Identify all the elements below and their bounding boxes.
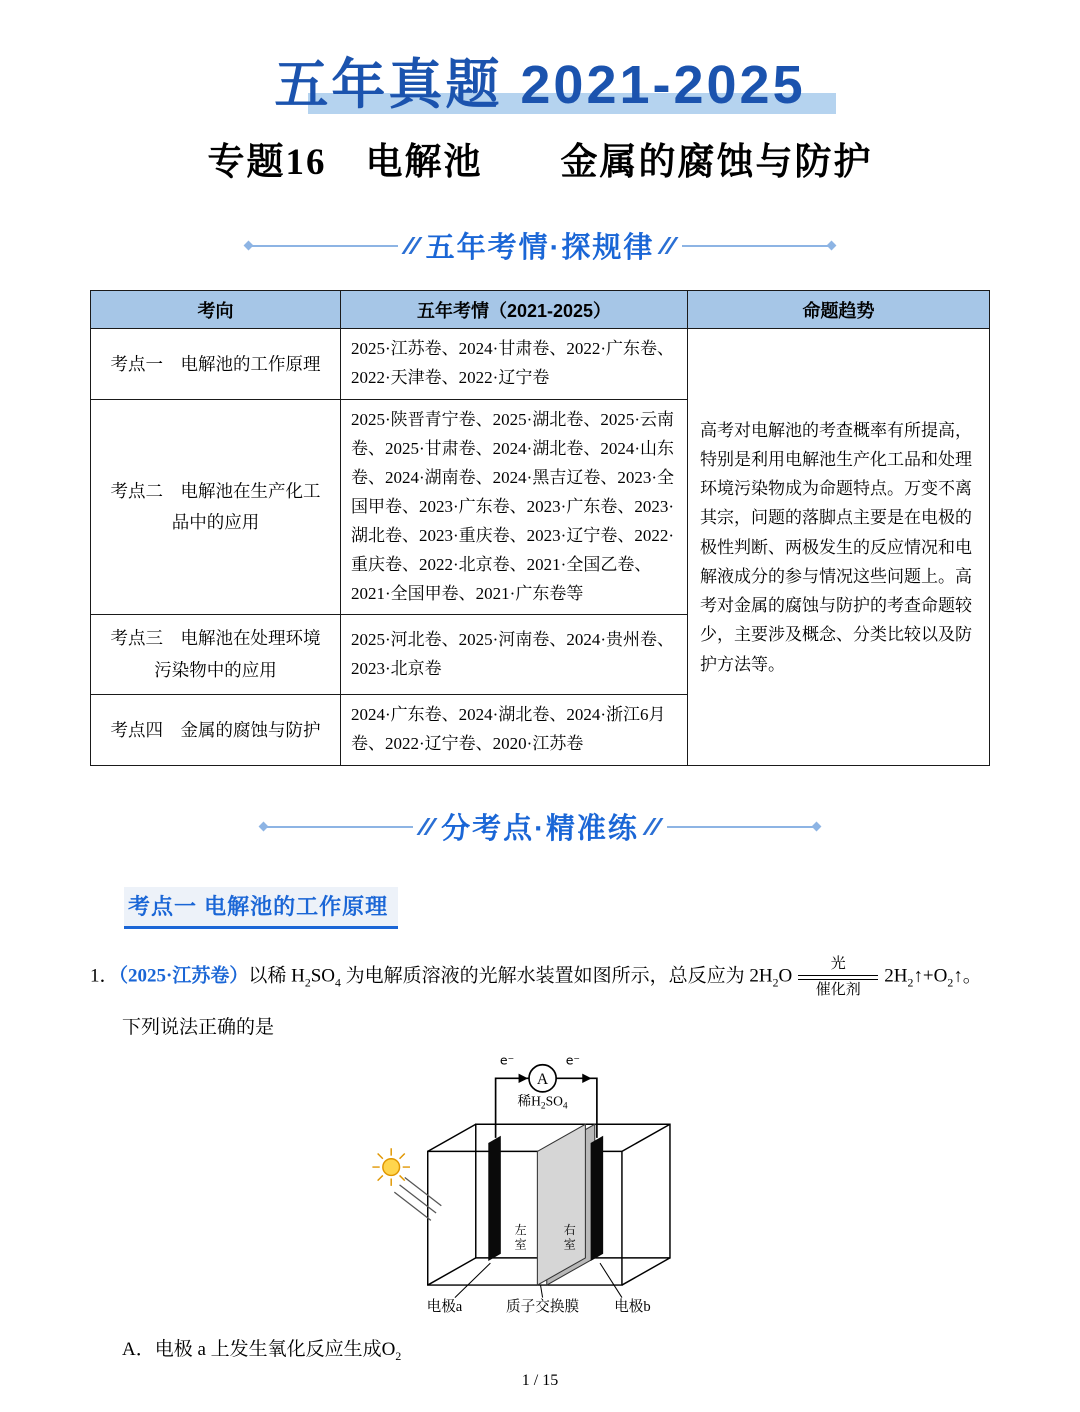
page-number: 1 / 15 <box>521 1372 559 1389</box>
slash-marks-left-icon <box>407 237 417 254</box>
membrane <box>537 1124 594 1285</box>
deco-line-right <box>667 826 815 828</box>
subscript: 2 <box>395 1349 402 1363</box>
subscript: 2 <box>772 976 779 990</box>
section-title-kaoqing: 五年考情·探规律 <box>425 232 655 265</box>
subscript: 2 <box>304 976 311 990</box>
exams-cell-2: 2025·陕晋青宁卷、2025·湖北卷、2025·云南卷、2025·甘肃卷、2024·湖北卷、2024·山东卷、2024·湖南卷、2024·黑吉辽卷、2023·全国甲卷、2023·广东卷、2023·广东卷、2023·湖北卷、2023·重庆卷、2023·辽宁卷、2022·重庆卷、2022·北京卷、2021·全国乙卷、2021·全国甲卷、2021·广东卷等 <box>341 400 688 615</box>
slash-marks-right-icon <box>663 237 673 254</box>
deco-diamond-right <box>811 821 821 831</box>
electrolysis-diagram <box>363 1047 718 1316</box>
col-header-kaoqing: 五年考情（2021-2025） <box>341 291 688 329</box>
condition-bottom: 催化剂 <box>815 981 861 998</box>
stem-seg: 为电解质溶液的光解水装置如图所示，总反应为 2H <box>340 965 773 987</box>
stem-seg: SO <box>310 965 336 987</box>
electron-arrow-right-icon <box>582 1073 591 1082</box>
room-label-left <box>514 1223 526 1252</box>
electrode-b-label: 电极b <box>613 1298 651 1315</box>
slash-marks-left-icon <box>422 818 432 835</box>
light-rays <box>394 1177 441 1220</box>
question-source: （2025·江苏卷） <box>118 965 249 987</box>
svg-text:室: 室 <box>563 1237 576 1252</box>
question-1-stem <box>90 955 990 1000</box>
exams-cell-1: 2025·江苏卷、2024·甘肃卷、2022·广东卷、2022·天津卷、2022·辽宁卷 <box>341 329 688 400</box>
electrode-a-label: 电极a <box>426 1298 462 1315</box>
deco-line-right <box>682 245 830 247</box>
electron-label-right: e⁻ <box>565 1052 580 1068</box>
svg-text:右: 右 <box>563 1222 576 1237</box>
topic-cell-3: 考点三 电解池在处理环境污染物中的应用 <box>91 615 341 695</box>
electron-label-left: e⁻ <box>499 1052 514 1068</box>
banner-title-text: 五年真题 2021-2025 <box>274 55 806 115</box>
col-header-kaoxiang: 考向 <box>91 291 341 329</box>
trend-cell: 高考对电解池的考查概率有所提高，特别是利用电解池生产化工品和处理环境污染物成为命题特点。万变不离其宗，问题的落脚点主要是在电极的极性判断、两极发生的反应情况和电解液成分的参与情况这些问题上。高考对金属的腐蚀与防护的考查命题较少，主要涉及概念、分类比较以及防护方法等。 <box>688 329 990 766</box>
stem-seg: ↑。 <box>953 965 982 987</box>
stem-seg: ↑+O <box>913 965 948 987</box>
section-title-fenkaodian: 分考点·精准练 <box>441 813 639 846</box>
section-header-kaoqing <box>90 225 990 266</box>
section-header-fenkaodian <box>90 806 990 847</box>
ammeter-label: A <box>536 1070 548 1088</box>
solution-label: 稀$H_2SO_4$ <box>517 1093 568 1112</box>
question-number: 1． <box>90 965 119 987</box>
subscript: 2 <box>947 976 954 990</box>
question-1-prompt: 下列说法正确的是 <box>122 1016 275 1038</box>
banner-title <box>274 56 805 115</box>
chapter-title: 专题16 电解池 金属的腐蚀与防护 <box>207 142 873 184</box>
reaction-equals-line <box>798 975 878 980</box>
deco-line-left <box>250 245 398 247</box>
kaodian1-badge: 考点一 电解池的工作原理 <box>124 887 398 929</box>
topic-cell-4: 考点四 金属的腐蚀与防护 <box>91 695 341 766</box>
subscript: 4 <box>335 976 341 990</box>
option-a-text: A．电极 a 上发生氧化反应生成O <box>122 1339 396 1361</box>
kaoqing-table <box>90 290 990 766</box>
svg-text:左: 左 <box>514 1222 527 1237</box>
banner <box>90 56 990 115</box>
sun-icon <box>372 1148 410 1186</box>
deco-diamond-left <box>243 240 253 250</box>
condition-top: 光 <box>830 956 846 973</box>
electron-arrow-left-icon <box>518 1073 527 1082</box>
slash-marks-right-icon <box>648 818 658 835</box>
subscript: 2 <box>907 976 914 990</box>
deco-line-left <box>265 826 413 828</box>
stem-seg: O <box>778 965 793 987</box>
membrane-label: 质子交换膜 <box>505 1298 579 1315</box>
stem-seg: 2H <box>884 965 908 987</box>
question-1 <box>90 955 990 1364</box>
electrode-b <box>590 1135 603 1260</box>
exams-cell-3: 2025·河北卷、2025·河南卷、2024·贵州卷、2023·北京卷 <box>341 615 688 695</box>
table-row <box>91 329 990 400</box>
exams-cell-4: 2024·广东卷、2024·湖北卷、2024·浙江6月卷、2022·辽宁卷、2020·江苏卷 <box>341 695 688 766</box>
col-header-mingti-trend: 命题趋势 <box>688 291 990 329</box>
room-label-right <box>563 1223 575 1252</box>
table-header-row <box>91 291 990 329</box>
diagram-container <box>90 1047 990 1322</box>
option-a <box>90 1334 990 1364</box>
svg-text:室: 室 <box>514 1237 527 1252</box>
deco-diamond-left <box>259 821 269 831</box>
electrode-a <box>488 1135 501 1260</box>
stem-seg: 以稀 H <box>248 965 305 987</box>
topic-cell-1: 考点一 电解池的工作原理 <box>91 329 341 400</box>
deco-diamond-right <box>827 240 837 250</box>
reaction-conditions <box>798 955 878 1000</box>
topic-cell-2: 考点二 电解池在生产化工品中的应用 <box>91 400 341 615</box>
